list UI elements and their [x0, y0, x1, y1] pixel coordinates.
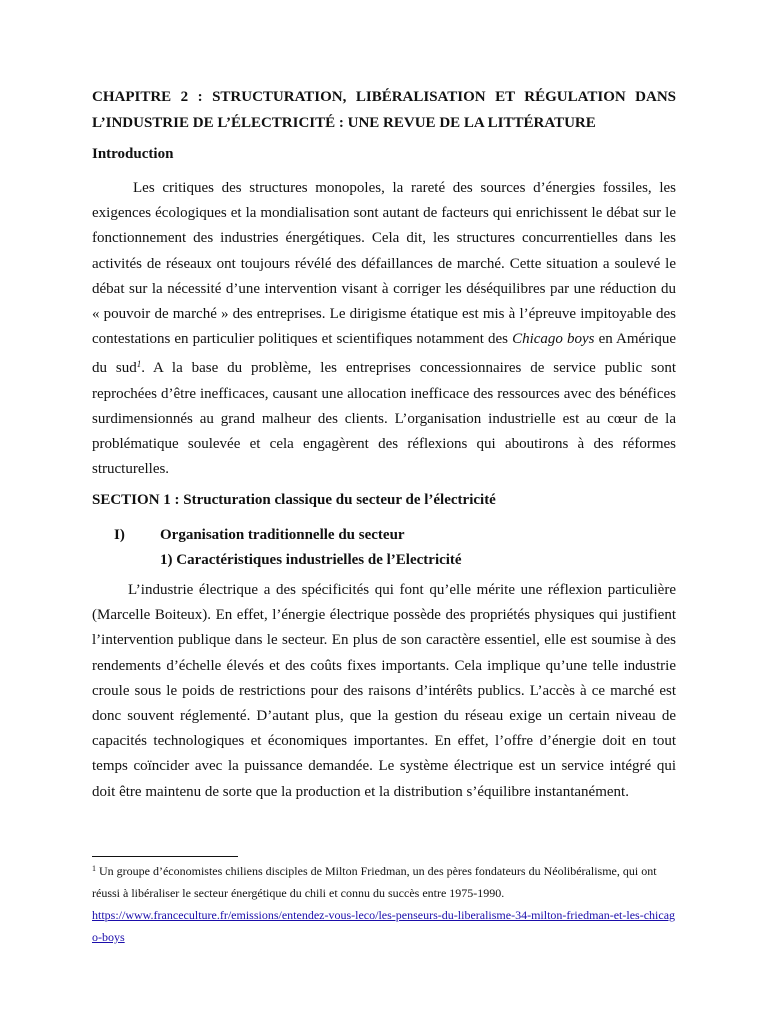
- introduction-heading: Introduction: [92, 146, 174, 162]
- chicago-boys-emphasis: Chicago boys: [512, 331, 595, 348]
- intro-text-part1: Les critiques des structures monopoles, la rareté des sources d’énergies fossiles, les exigences écologiques et la mondialisation sont autant de facteurs qui enrichissent le débat sur le fonctionnement des industries énergétiques. Cela dit, les structures concurrentielles dans les activités de réseaux ont toujours révélé des défaillances de marché. Cette situation a soulevé le débat sur la nécessité d’une intervention visant à corriger les déséquilibres par une réduction du « pouvoir de marché » des entreprises. Le dirigisme étatique est mis à l’épreuve impitoyable des contestations en particulier politiques et scientifiques notamment des: [92, 180, 676, 348]
- subsection-number: I): [114, 527, 125, 543]
- footnote-text: Un groupe d’économistes chiliens disciples de Milton Friedman, un des pères fondateurs du Néolibéralisme, qui ont réussi à libéraliser le secteur énergétique du chili et connu du succès entre 1975-1990.: [92, 864, 657, 900]
- intro-paragraph: [92, 176, 676, 482]
- footnote-reference[interactable]: 1: [136, 359, 142, 370]
- footnote: [92, 858, 676, 948]
- footnote-marker: 1: [92, 864, 96, 873]
- body-paragraph: L’industrie électrique a des spécificités qui font qu’elle mérite une réflexion particulière (Marcelle Boiteux). En effet, l’énergie électrique possède des propriétés physiques qui justifient l’intervention publique dans le secteur. En plus de son caractère essentiel, elle est soumise à des rendements d’échelle élevés et des coûts fixes importants. Cela implique qu’une telle industrie croule sous le poids de restrictions pour des raisons d’intérêts publics. L’accès à ce marché est donc souvent réglementé. D’autant plus, que la gestion du réseau exige un certain niveau de capacités technologiques et économiques importantes. En effet, l’offre d’énergie doit en tout temps coïncider avec la puissance demandée. Le système électrique est un service intégré qui doit être maintenu de sorte que la production et la distribution s’équilibre instantanément.: [92, 582, 676, 800]
- section-heading: SECTION 1 : Structuration classique du secteur de l’électricité: [92, 492, 496, 508]
- chapter-title: CHAPITRE 2 : STRUCTURATION, LIBÉRALISATION ET RÉGULATION DANS L’INDUSTRIE DE L’ÉLECTRICITÉ : UNE REVUE DE LA LITTÉRATURE: [92, 89, 676, 131]
- footnote-link[interactable]: https://www.franceculture.fr/emissions/entendez-vous-leco/les-penseurs-du-liberalisme-34-milton-friedman-et-les-chicago-boys: [92, 908, 676, 944]
- intro-text-part2: en Amérique du sud: [92, 331, 676, 377]
- footnote-separator: [92, 856, 238, 857]
- subsubsection-heading: 1) Caractéristiques industrielles de l’Electricité: [160, 552, 462, 568]
- intro-text-part3: . A la base du problème, les entreprises concessionnaires de service public sont reprochées d’être inefficaces, causant une allocation inefficace des ressources avec des bénéfices surdimensionnés au grand malheur des clients. L’organisation industrielle est au cœur de la problématique soulevée et cela engagèrent des réflexions qui aboutirons à des réformes structurelles.: [92, 360, 676, 478]
- subsection-title: Organisation traditionnelle du secteur: [160, 527, 405, 543]
